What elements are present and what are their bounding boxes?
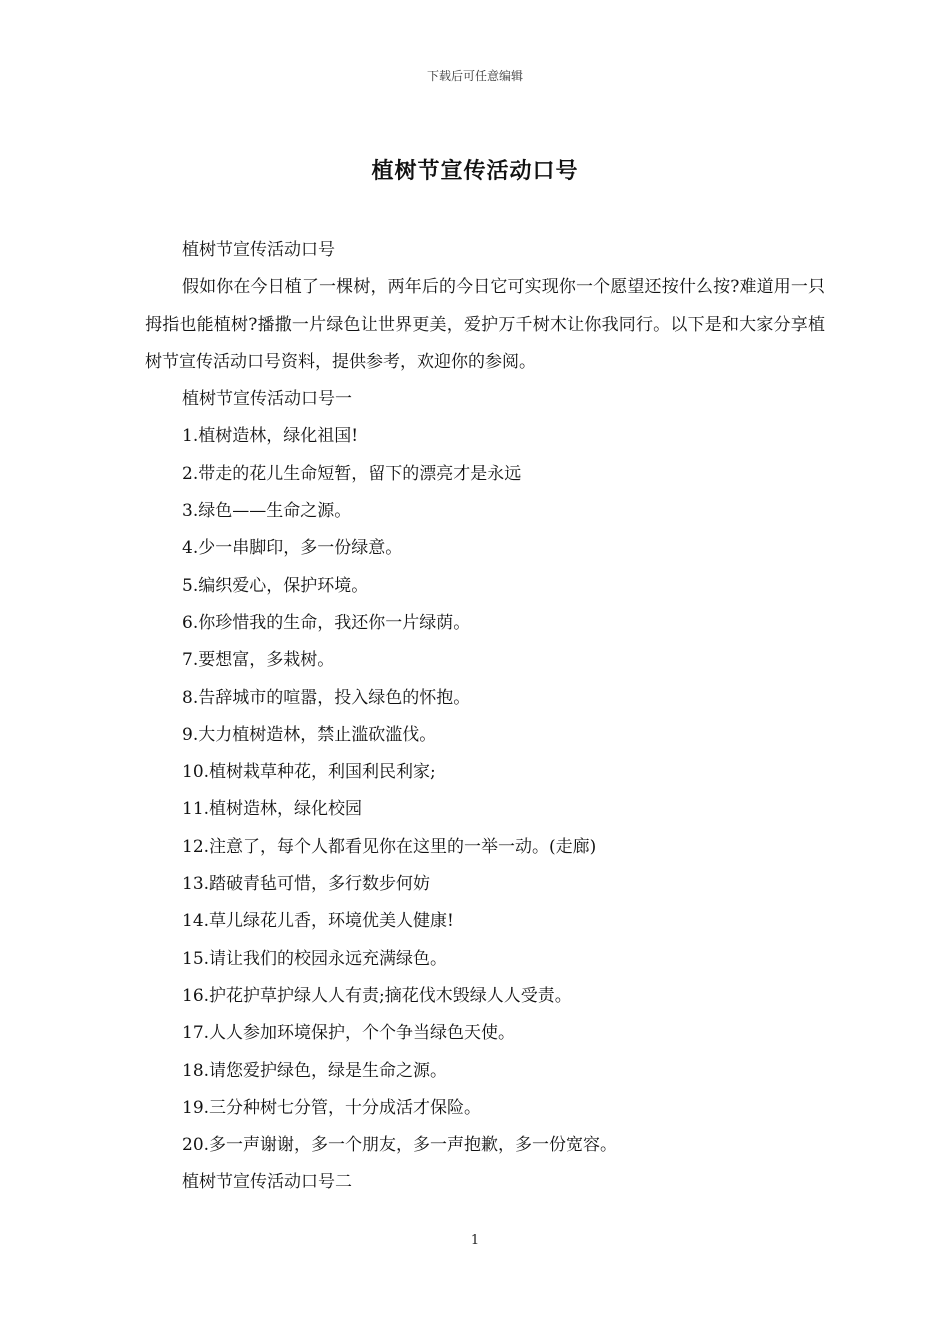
slogan-item: 7.要想富，多栽树。 xyxy=(182,650,335,671)
slogan-item: 16.护花护草护绿人人有责;摘花伐木毁绿人人受责。 xyxy=(182,985,572,1006)
slogan-item: 5.编织爱心，保护环境。 xyxy=(182,575,369,596)
document-body xyxy=(145,232,825,1202)
section-heading-one: 植树节宣传活动口号一 xyxy=(182,389,352,410)
paragraph-subtitle: 植树节宣传活动口号 xyxy=(182,240,335,260)
slogan-item: 3.绿色——生命之源。 xyxy=(182,501,352,522)
document-title: 植树节宣传活动口号 xyxy=(371,158,579,184)
section-heading-two: 植树节宣传活动口号二 xyxy=(182,1172,352,1193)
header-note: 下载后可任意编辑 xyxy=(426,69,523,83)
slogan-item: 18.请您爱护绿色，绿是生命之源。 xyxy=(182,1060,448,1081)
paragraph-intro: 假如你在今日植了一棵树，两年后的今日它可实现你一个愿望还按什么按?难道用一只拇指也能植树?播撒一片绿色让世界更美，爱护万千树木让你我同行。以下是和大家分享植树节宣传活动口号资料，提供参考，欢迎你的参阅。 xyxy=(145,277,825,372)
slogan-item: 17.人人参加环境保护，个个争当绿色天使。 xyxy=(182,1023,516,1044)
slogan-item: 15.请让我们的校园永远充满绿色。 xyxy=(182,948,448,969)
slogan-item: 20.多一声谢谢，多一个朋友，多一声抱歉，多一份宽容。 xyxy=(182,1135,618,1156)
slogan-item: 4.少一串脚印，多一份绿意。 xyxy=(182,538,403,559)
slogan-item: 13.踏破青毡可惜，多行数步何妨 xyxy=(182,874,431,895)
slogan-item: 1.植树造林，绿化祖国! xyxy=(182,426,359,447)
slogan-item: 9.大力植树造林，禁止滥砍滥伐。 xyxy=(182,724,437,745)
slogan-item: 14.草儿绿花儿香，环境优美人健康! xyxy=(182,911,454,932)
slogan-item: 11.植树造林，绿化校园 xyxy=(182,799,363,820)
slogan-item: 12.注意了，每个人都看见你在这里的一举一动。(走廊) xyxy=(182,836,597,857)
slogan-item: 8.告辞城市的喧嚣，投入绿色的怀抱。 xyxy=(182,687,471,708)
page-number: 1 xyxy=(470,1233,480,1248)
slogan-item: 10.植树栽草种花，利国利民利家; xyxy=(182,762,436,783)
slogan-item: 19.三分种树七分管，十分成活才保险。 xyxy=(182,1097,482,1118)
slogan-item: 6.你珍惜我的生命，我还你一片绿荫。 xyxy=(182,612,471,633)
slogan-item: 2.带走的花儿生命短暂，留下的漂亮才是永远 xyxy=(182,463,522,484)
